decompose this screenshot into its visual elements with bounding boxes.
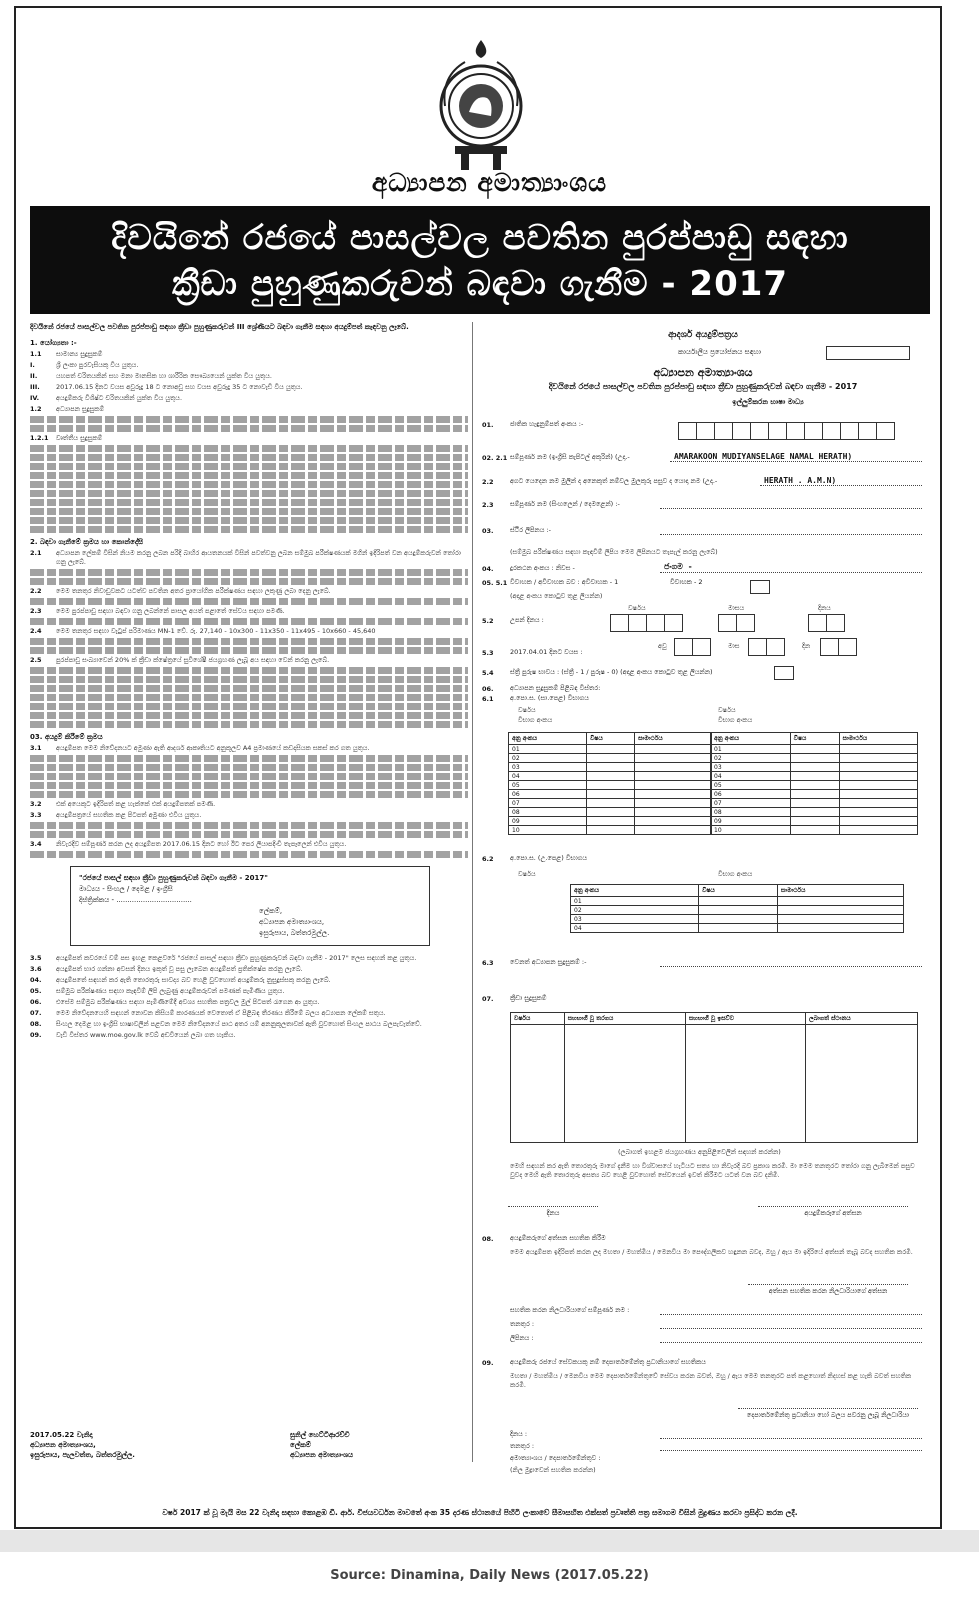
text-line [30, 638, 468, 645]
civil-status-note: (අදාළ අංකය කොටුව තුළ ලියන්න) [510, 592, 603, 600]
subject-cell[interactable] [587, 799, 635, 808]
subject-cell[interactable] [587, 790, 635, 799]
clause-2-3: 2.3 මෙම පුරප්පාඩු සඳහා බඳවා ගනු ලබන්නේ පාසල අයත් පළාතේ සේවය සඳහා පමණි. [30, 607, 285, 615]
text-line [30, 831, 468, 838]
grade-cell[interactable] [635, 826, 712, 835]
clause-04: 04. අයදුම්පතේ සඳහන් කර ඇති තොරතුරු සාවද්‍ය බව හෙළි වුවහොත් අයදුම්කරු නුසුදුස්සකු කරනු ලැබේ. [30, 976, 331, 984]
grade-cell[interactable] [635, 754, 712, 763]
subject-cell[interactable] [790, 826, 839, 835]
education-field: 06. අධ්‍යාපන සුදුසුකම් පිළිබඳ විස්තර: [482, 684, 601, 693]
text-line [30, 791, 468, 798]
table-row [509, 790, 712, 799]
ol-results-table-2: අනු අංකය විෂය සාමාර්ථය 01 02 03 04 05 06 07 08 09 10 [710, 732, 918, 835]
form-medium-label: ඉල්ලුම්කරන භාෂා මාධ්‍ය [732, 398, 804, 406]
clause-2-5: 2.5 පුරප්පාඩු සංඛ්‍යාවෙන් 20% ක් ක්‍රීඩා ක්ෂේත්‍රයේ සුවිශේෂී ජයග්‍රහණ ලැබූ අය සඳහා වෙන් කරනු ලැබේ. [30, 656, 330, 664]
text-line [30, 517, 468, 524]
clause-1-1: 1.1 සාමාන්‍ය සුදුසුකම් [30, 350, 103, 358]
subject-cell[interactable] [587, 808, 635, 817]
civil-status-field: 05. 5.1 විවාහක / අවිවාහක බව : අවිවාහක - 1 විවාහක - 2 [482, 578, 703, 587]
grade-cell[interactable] [635, 808, 712, 817]
table-row [509, 781, 712, 790]
row-number: 05 [509, 781, 587, 790]
grade-cell[interactable] [635, 799, 712, 808]
row-number: 01 [711, 745, 791, 754]
text-line [30, 569, 468, 576]
office-use-box[interactable] [826, 346, 910, 360]
head-seal-note: (නිල මුද්‍රාවෙන් සහතික කරන්න) [510, 1466, 596, 1474]
subject-cell[interactable] [699, 924, 778, 933]
text-line [30, 472, 468, 479]
row-number: 02 [509, 754, 587, 763]
sports-note: (ලබාගත් ඉහළම ජයග්‍රහණය අනුපිළිවෙලින් සඳහන් කරන්න) [618, 1148, 781, 1156]
row-number: 09 [509, 817, 587, 826]
clause-1-1-ii: II. යහපත් චරිතයකින් සහ මනා මානසික හා ශාරීරික සෞඛ්‍යයෙන් යුක්ත විය යුතුය. [30, 372, 272, 380]
al-table-body [571, 897, 904, 933]
gender-box[interactable] [774, 666, 794, 680]
text-line [30, 755, 468, 762]
grade-cell[interactable] [839, 754, 917, 763]
table-row [711, 817, 918, 826]
age-months-boxes[interactable] [748, 638, 784, 656]
certifier-name[interactable]: සහතික කරන නිලධාරියාගේ සම්පූර්ණ නම : [482, 1306, 922, 1315]
clause-3-3: 3.3 අයදුම්පත්‍රයේ සහතික කළ පිටපත් අමුණා එවිය යුතුය. [30, 811, 202, 819]
applicant-date: දිනය [508, 1206, 598, 1218]
grade-cell[interactable] [635, 790, 712, 799]
text-line [30, 773, 468, 780]
text-line [30, 712, 468, 719]
age-years-boxes[interactable] [674, 638, 710, 656]
subject-cell[interactable] [790, 799, 839, 808]
subject-cell[interactable] [790, 808, 839, 817]
grade-cell[interactable] [839, 817, 917, 826]
ol-table-2-body [711, 745, 918, 835]
grade-cell[interactable] [839, 790, 917, 799]
applicant-signature: අයදුම්කරුගේ අත්සන [758, 1206, 908, 1218]
row-number: 03 [571, 915, 699, 924]
subject-cell[interactable] [587, 745, 635, 754]
subject-cell[interactable] [790, 763, 839, 772]
al-exam-field: 6.2 අ.පො.ස. (උ.පෙළ) විභාගය [482, 854, 588, 863]
national-emblem-icon [435, 36, 527, 174]
envelope-sample-box: "රජයේ පාසල් සඳහා ක්‍රීඩා පුහුණුකරුවන් බඳවා ගැනීම - 2017" මාධ්‍යය - සිංහල / දෙමළ / ඉංග්‍රීසි දිස්ත්‍රික්කය - .................................. ලේකම්, අධ්‍යාපන අමාත්‍යාංශය, ඉසුරුපාය, බත්තරමුල්ල. [70, 866, 430, 946]
grade-cell[interactable] [839, 799, 917, 808]
grade-cell[interactable] [635, 745, 712, 754]
row-number: 06 [509, 790, 587, 799]
clause-05: 05. සම්මුඛ පරීක්ෂණය සඳහා කැඳවීම් ලිපි ලැබුණු අයදුම්කරුවන් පමණක් පැමිණිය යුතුය. [30, 987, 285, 995]
notice-column [30, 322, 468, 1462]
row-number: 02 [711, 754, 791, 763]
row-number: 07 [711, 799, 791, 808]
table-row [711, 763, 918, 772]
clause-08: 08. සිංහල දෙමළ හා ඉංග්‍රීසි භාෂාවලින් පළවන මෙම නිවේදනයේ පාඨ අතර යම් අනනුකූලතාවක් ඇති වුවහොත් සිංහල පාඨය බලපැවැත්වේ. [30, 1020, 422, 1028]
ol-exam-field: 6.1 අ.පො.ස. (සා.පෙළ) විභාගය [482, 694, 589, 703]
table-row [509, 817, 712, 826]
grade-cell[interactable] [777, 915, 903, 924]
table-row [509, 772, 712, 781]
row-number: 05 [711, 781, 791, 790]
table-row [571, 906, 904, 915]
subject-cell[interactable] [587, 763, 635, 772]
form-ministry: අධ්‍යාපන අමාත්‍යාංශය [653, 366, 753, 379]
text-line [30, 721, 468, 728]
subject-cell[interactable] [790, 790, 839, 799]
row-number: 03 [711, 763, 791, 772]
subject-cell[interactable] [587, 817, 635, 826]
dob-year-boxes[interactable] [610, 614, 682, 632]
headline-line2: ක්‍රීඩා පුහුණුකරුවන් බඳවා ගැනීම - 2017 [171, 264, 789, 304]
clause-1-1-iv: IV. අයදුම්කරු විශිෂ්ට චරිතයකින් යුක්ත විය යුතුය. [30, 394, 183, 402]
grade-cell[interactable] [839, 826, 917, 835]
source-caption: Source: Dinamina, Daily News (2017.05.22) [330, 1568, 649, 1583]
grade-cell[interactable] [635, 763, 712, 772]
subject-cell[interactable] [587, 772, 635, 781]
row-number: 10 [509, 826, 587, 835]
subject-cell[interactable] [587, 754, 635, 763]
notice-intro: දිවයිනේ රජයේ පාසල්වල පවතින පුරප්පාඩු සඳහා ක්‍රීඩා පුහුණුකරුවන් III ශ්‍රේණියට බඳවා ගැනීම සඳහා අයදුම්පත් කැඳවනු ලැබේ. [30, 323, 409, 331]
text-line [30, 618, 468, 625]
text-line [30, 685, 468, 692]
table-row [711, 745, 918, 754]
head-cert-field: 09. අයදුම්කරු රජයේ සේවකයකු නම් දෙපාර්තමේන්තු ප්‍රධානියාගේ සහතිකය [482, 1358, 706, 1367]
clause-07: 07. මෙම නිවේදනයෙහි සඳහන් නොවන කිසියම් කාරණයක් වෙතොත් ඒ පිළිබඳ තීරණය කිරීමේ බලය අධ්‍යාපන ලේකම් සතුය. [30, 1009, 386, 1017]
table-row [711, 808, 918, 817]
grade-cell[interactable] [635, 772, 712, 781]
subject-cell[interactable] [699, 897, 778, 906]
certifying-signature: අත්සන සහතික කරන නිලධාරියාගේ අත්සන [748, 1284, 908, 1296]
table-row [711, 754, 918, 763]
text-line [30, 490, 468, 497]
printer-note: වර්ෂ 2017 ක් වූ මැයි මස 22 වැනිදා සඳහා කොළඹ ඩී. ආර්. විජයවර්ධන මාවතේ අංක 35 දරණ ස්ථානයේ පිහිටි ලංකාවේ සීමාසහිත එක්සත් ප්‍රවෘත්ති පත්‍ර සමාගම විසින් මුද්‍රණය කරවා ප්‍රසිද්ධ කරන ලදී. [162, 1508, 798, 1517]
subject-cell[interactable] [790, 745, 839, 754]
clause-09: 09. වැඩි විස්තර www.moe.gov.lk වෙබ් අඩවියෙන් ලබා ගත හැකිය. [30, 1031, 236, 1039]
table-row [509, 799, 712, 808]
row-number: 08 [711, 808, 791, 817]
ministry-title: අධ්‍යාපන අමාත්‍යාංශය [371, 168, 608, 197]
row-number: 08 [509, 808, 587, 817]
table-row [711, 799, 918, 808]
subject-cell[interactable] [790, 754, 839, 763]
table-row [711, 826, 918, 835]
table-row [711, 790, 918, 799]
subject-cell[interactable] [790, 781, 839, 790]
grade-cell[interactable] [777, 897, 903, 906]
civil-status-box[interactable] [750, 580, 770, 594]
text-line [30, 694, 468, 701]
certifier-address[interactable]: ලිපිනය : [482, 1334, 922, 1343]
notice-date: 2017.05.22 වැනිදා [30, 1431, 93, 1439]
subject-cell[interactable] [587, 781, 635, 790]
row-number: 10 [711, 826, 791, 835]
section-3-title: 03. අයදුම් කිරීමේ ක්‍රමය [30, 733, 103, 741]
text-line [30, 764, 468, 771]
grade-cell[interactable] [777, 906, 903, 915]
table-row [509, 826, 712, 835]
text-line [30, 578, 468, 585]
text-line [30, 445, 468, 452]
text-line [30, 499, 468, 506]
table-row [571, 915, 904, 924]
table-row [571, 924, 904, 933]
age-days-boxes[interactable] [820, 638, 856, 656]
table-row [509, 763, 712, 772]
text-line [30, 703, 468, 710]
table-row [711, 781, 918, 790]
dob-month-boxes[interactable] [718, 614, 754, 632]
row-number: 09 [711, 817, 791, 826]
form-title: ආදර්ශ අයදුම්පත්‍රය [668, 330, 738, 340]
clause-2-2: 2.2 මෙම තනතුර නිවාඩුවකට යටත්ව පවතින අතර ප්‍රායෝගික පරීක්ෂණය සඳහා ලකුණු ලබා දෙනු ලැබේ. [30, 587, 331, 595]
dob-field: 5.2 උපන් දිනය : [482, 616, 544, 625]
row-number: 03 [509, 763, 587, 772]
table-row [711, 772, 918, 781]
other-qual-field[interactable]: 6.3 වෙනත් අධ්‍යාපන සුදුසුකම් :- [482, 958, 922, 967]
text-line [30, 526, 468, 533]
head-cert-note: මහතා / මහත්මිය / මෙනවිය මෙම දෙපාර්තමේන්තුවේ සේවය කරන බවත්, ඔහු / ඇය මෙම තනතුරට පත් කළහොත් නිදහස් කළ හැකි බවත් සහතික කරමි. [510, 1372, 912, 1389]
headline-line1: දිවයිනේ රජයේ පාසල්වල පවතින පුරප්පාඩු සඳහා [111, 218, 849, 258]
ol-table-1-body [509, 745, 712, 835]
sports-qual-field: 07. ක්‍රීඩා සුදුසුකම් [482, 994, 547, 1003]
text-line [30, 598, 468, 605]
clause-3-6: 3.6 අයදුම්පත් භාර ගන්නා අවසන් දිනය ඉකුත් වූ පසු ලැබෙන අයදුම්පත් ප්‍රතික්ෂේප කරනු ලැබේ. [30, 965, 303, 973]
bottom-band [0, 1530, 979, 1552]
clause-3-1: 3.1 අයදුම්පත මෙම නිවේදනයට අමුණා ඇති ආදර්ශ ආකෘතියට අනුකූලව A4 ප්‍රමාණයේ කඩදාසියක සකස් කර ගත යුතුය. [30, 744, 370, 752]
head-date[interactable]: දිනය : [482, 1430, 922, 1439]
grade-cell[interactable] [777, 924, 903, 933]
head-dept[interactable]: අමාත්‍යාංශය / දෙපාර්තමේන්තුව : [482, 1454, 922, 1462]
ol-results-table-1: අනු අංකය විෂය සාමාර්ථය 01 02 03 04 05 06 07 08 09 10 [508, 732, 712, 835]
head-signature: දෙපාර්තමේන්තු ප්‍රධානියා හෝ බලය පවරනු ලැබූ නිලධාරියා [738, 1408, 918, 1420]
table-row [571, 897, 904, 906]
application-form: ආදර්ශ අයදුම්පත්‍රය කාර්යාලීය ප්‍රයෝජනය සඳහා අධ්‍යාපන අමාත්‍යාංශය දිවයිනේ රජයේ පාසල්වල පවතින පුරප්පාඩු සඳහා ක්‍රීඩා පුහුණුකරුවන් බඳවා ගැනීම - 2017 ඉල්ලුම්කරන භාෂා මාධ්‍ය 01. ජාතික හැඳුනුම්පත් අංකය :- 02. 2.1 සම්පූර්ණ නම (ඉංග්‍රීසි කැපිටල් අකුරින්) (උදා.- AMARAKOON MUDIYANSELAGE NAMAL HERATH) 2.2 අගට යෙදෙන නම මුලින් ද අනෙකුත් නම්වල මුලකුරු පසුව ද යොදා නම (උදා.- HERATH . A.M.N) 2.3 සම්පූර්ණ නම (සිංහලෙන් / දෙමළෙන්) :- 03. ස්ථිර ලිපිනය :- (සම්මුඛ පරීක්ෂණය සඳහා කැඳවීම් ලිපිය මෙම ලිපිනයට තැපැල් කරනු ලැබේ) 04. දුරකථන අංකය : නිවස - ජංගම - 05. 5.1 විවාහක / අවිවාහක බව : අවිවාහක - 1 විවාහක - 2 (අදාළ අංකය කොටුව තුළ ලියන්න) 5.2 උපන් දිනය : වර්ෂය මාසය දිනය 5.3 2017.04.01 දිනට වයස : අවු මාස දින 5.4 ස්ත්‍රී පුරුෂ භාවය : (ස්ත්‍රී - 1 / පුරුෂ - 0) (අදාළ අංකය කොටුව තුළ ලියන්න) 06. අධ්‍යාපන සුදුසුකම් පිළිබඳ විස්තර: 6.1 අ.පො.ස. (සා.පෙළ) විභාගය වර්ෂය විභාග අංකය වර්ෂය විභාග අංකය අනු අංකය විෂය සාමාර්ථය 01 02 03 04 05 06 07 08 09 10 අනු අංකය විෂය සාමාර්ථය 01 02 03 04 05 06 07 08 09 10 6.2 අ.පො.ස. (උ.පෙළ) විභාගය වර්ෂය විභාග අංකය අනු අංකය විෂය සාමාර්ථය 01 02 03 04 6.3 වෙනත් අධ්‍යාපන සුදුසුකම් :- 07. ක්‍රීඩා සුදුසුකම් වර්ෂය සහභාගී වූ තරගය සහභාගී වූ ඉසව්ව ලබාගත් ස්ථානය (ලබාගත් ඉහළම ජයග්‍රහණය අනුපිළිවෙලින් සඳහන් කරන්න) මෙහි සඳහන් කර ඇති තොරතුරු මාගේ දැනීම හා විශ්වාසයේ හැටියට සත්‍ය හා නිවැරදි බව ප්‍රකාශ කරමි. මා මෙම තනතුරට තෝරා ගනු ලැබීමෙන් පසුව වුවද මෙහි ඇති තොරතුරු අසත්‍ය බව හෙළි වුවහොත් සේවයෙන් ඉවත් කිරීමට යටත් වන බව දනිමි. දිනය අයදුම්කරුගේ අත්සන 08. අයදුම්කරුගේ අත්සන සහතික කිරීම මෙම අයදුම්පත ඉදිරිපත් කරන ලද මහතා / මහත්මිය / මෙනවිය මා පෞද්ගලිකව හඳුනන බවද, ඔහු / ඇය මා ඉදිරියේ අත්සන් තැබූ බවද සහතික කරමි. අත්සන සහතික කරන නිලධාරියාගේ අත්සන සහතික කරන නිලධාරියාගේ සම්පූර්ණ නම : තනතුර : ලිපිනය : 09. අයදුම්කරු රජයේ සේවකයකු නම් දෙපාර්තමේන්තු ප්‍රධානියාගේ සහතිකය මහතා / මහත්මිය / මෙනවිය මෙම දෙපාර්තමේන්තුවේ සේවය කරන බවත්, ඔහු / ඇය මෙම තනතුරට පත් කළහොත් නිදහස් කළ හැකි බවත් සහතික කරමි. දෙපාර්තමේන්තු ප්‍රධානියා හෝ බලය පවරනු ලැබූ නිලධාරියා දිනය : තනතුර : අමාත්‍යාංශය / දෙපාර්තමේන්තුව : [478, 322, 928, 1462]
row-number: 04 [571, 924, 699, 933]
clause-06: 06. එසේම සම්මුඛ පරීක්ෂණය සඳහා පැමිණීමේදී අවශ්‍ය සහතික පත්‍රවල මුල් පිටපත් රැගෙන ආ යුතුය. [30, 998, 320, 1006]
section-2-title: 2. බඳවා ගැනීමේ ක්‍රමය හා කොන්දේසි [30, 538, 143, 546]
clause-1-2: 1.2 අධ්‍යාපන සුදුසුකම් [30, 405, 105, 413]
certifier-post[interactable]: තනතුර : [482, 1320, 922, 1329]
row-number: 04 [509, 772, 587, 781]
clause-1-1-iii: III. 2017.06.15 දිනට වයස අවුරුදු 18 ට නොඅඩු සහ වයස අවුරුදු 35 ට නොවැඩි විය යුතුය. [30, 383, 303, 391]
sports-table: වර්ෂය සහභාගී වූ තරගය සහභාගී වූ ඉසව්ව ලබාගත් ස්ථානය [510, 1012, 918, 1143]
clause-2-4: 2.4 මෙම තනතුර සඳහා වැටුප් පරිමාණය MN-1 වේ. රු. 27,140 - 10x300 - 11x350 - 11x495 - 10x660 - 45,640 [30, 627, 376, 635]
dob-day-boxes[interactable] [808, 614, 844, 632]
grade-cell[interactable] [839, 745, 917, 754]
initials-name-field[interactable]: 2.2 අගට යෙදෙන නම මුලින් ද අනෙකුත් නම්වල මුලකුරු පසුව ද යොදා නම (උදා.- HERATH . A.M.N) [482, 476, 922, 486]
grade-cell[interactable] [839, 808, 917, 817]
subject-cell[interactable] [587, 826, 635, 835]
table-row [509, 745, 712, 754]
signatory-name: සුනිල් හෙට්ටිආරච්චි [290, 1431, 350, 1439]
form-subject: දිවයිනේ රජයේ පාසල්වල පවතින පුරප්පාඩු සඳහා ක්‍රීඩා පුහුණුකරුවන් බඳවා ගැනීම - 2017 [548, 382, 858, 391]
text-line [30, 667, 468, 674]
clause-3-4: 3.4 නිවැරදිව සම්පූර්ණ කරන ලද අයදුම්පත 2017.06.15 දිනට හෝ ඊට පෙර ලියාපදිංචි තැපෑලෙන් එවිය යුතුය. [30, 840, 347, 848]
address-note: (සම්මුඛ පරීක්ෂණය සඳහා කැඳවීම් ලිපිය මෙම ලිපිනයට තැපැල් කරනු ලැබේ) [510, 548, 718, 556]
sinhala-name-field[interactable]: 2.3 සම්පූර්ණ නම (සිංහලෙන් / දෙමළෙන්) :- [482, 500, 922, 509]
table-row [509, 808, 712, 817]
subject-cell[interactable] [790, 772, 839, 781]
address-field[interactable]: 03. ස්ථිර ලිපිනය :- [482, 526, 922, 535]
row-number: 01 [509, 745, 587, 754]
column-divider [472, 322, 473, 1462]
office-use-label: කාර්යාලීය ප්‍රයෝජනය සඳහා [678, 348, 762, 356]
table-row [509, 754, 712, 763]
text-line [30, 454, 468, 461]
clause-1-2-1: 1.2.1 වෘත්තීය සුදුසුකම් [30, 434, 103, 442]
signature-cert-field: 08. අයදුම්කරුගේ අත්සන සහතික කිරීම [482, 1234, 606, 1243]
grade-cell[interactable] [635, 817, 712, 826]
grade-cell[interactable] [839, 772, 917, 781]
grade-cell[interactable] [635, 781, 712, 790]
declaration-text: මෙහි සඳහන් කර ඇති තොරතුරු මාගේ දැනීම හා විශ්වාසයේ හැටියට සත්‍ය හා නිවැරදි බව ප්‍රකාශ කරමි. මා මෙම තනතුරට තෝරා ගනු ලැබීමෙන් පසුව වුවද මෙහි ඇති තොරතුරු අසත්‍ය බව හෙළි වුවහොත් සේවයෙන් ඉවත් කිරීමට යටත් වන බව දනිමි. [510, 1162, 915, 1179]
gender-field: 5.4 ස්ත්‍රී පුරුෂ භාවය : (ස්ත්‍රී - 1 / පුරුෂ - 0) (අදාළ අංකය කොටුව තුළ ලියන්න) [482, 668, 713, 677]
text-line [30, 481, 468, 488]
clause-1-1-i: I. ශ්‍රී ලංකා පුරවැසියකු විය යුතුය. [30, 361, 139, 369]
al-results-table: අනු අංකය විෂය සාමාර්ථය 01 02 03 04 [570, 884, 904, 933]
phone-field[interactable]: 04. දුරකථන අංකය : නිවස - ජංගම - [482, 562, 922, 573]
nic-field: 01. ජාතික හැඳුනුම්පත් අංකය :- [482, 420, 584, 429]
row-number: 06 [711, 790, 791, 799]
nic-boxes[interactable] [678, 422, 894, 440]
row-number: 07 [509, 799, 587, 808]
text-line [30, 425, 468, 432]
grade-cell[interactable] [839, 781, 917, 790]
age-field: 5.3 2017.04.01 දිනට වයස : [482, 648, 583, 657]
clause-3-2: 3.2 එක් අයෙකුට ඉදිරිපත් කළ හැක්කේ එක් අයදුම්පතක් පමණි. [30, 800, 216, 808]
text-line [30, 416, 468, 423]
row-number: 02 [571, 906, 699, 915]
text-line [30, 463, 468, 470]
head-post[interactable]: තනතුර : [482, 1442, 922, 1451]
subject-cell[interactable] [699, 906, 778, 915]
text-line [30, 508, 468, 515]
row-number: 04 [711, 772, 791, 781]
full-name-field[interactable]: 02. 2.1 සම්පූර්ණ නම (ඉංග්‍රීසි කැපිටල් අකුරින්) (උදා.- AMARAKOON MUDIYANSELAGE NAMAL HERATH) [482, 452, 922, 462]
section-1-title: 1. යෝග්‍යතා :- [30, 339, 77, 347]
text-line [30, 647, 468, 654]
clause-2-1: 2.1 අධ්‍යාපන ලේකම් විසින් නියම කරනු ලබන පරිදි බාහිර ආයතනයක් විසින් පවත්වනු ලබන සම්මුඛ පරීක්ෂණයක් මගින් ඉදිරිපත් වන අයදුම්කරුවන් තෝරා ගනු ලැබේ. [30, 549, 461, 566]
headline-band [30, 206, 930, 314]
clause-3-5: 3.5 අයදුම්පත් කවරයේ වම් පස ඉහළ කෙළවරේ "රජයේ පාසල් සඳහා ක්‍රීඩා පුහුණුකරුවන් බඳවා ගැනීම - 2017" ලෙස සඳහන් කළ යුතුය. [30, 954, 417, 962]
text-line [30, 782, 468, 789]
grade-cell[interactable] [839, 763, 917, 772]
row-number: 01 [571, 897, 699, 906]
text-line [30, 676, 468, 683]
subject-cell[interactable] [699, 915, 778, 924]
text-line [30, 851, 468, 858]
subject-cell[interactable] [790, 817, 839, 826]
text-line [30, 822, 468, 829]
signature-cert-note: මෙම අයදුම්පත ඉදිරිපත් කරන ලද මහතා / මහත්මිය / මෙනවිය මා පෞද්ගලිකව හඳුනන බවද, ඔහු / ඇය මා ඉදිරියේ අත්සන් තැබූ බවද සහතික කරමි. [510, 1248, 913, 1256]
